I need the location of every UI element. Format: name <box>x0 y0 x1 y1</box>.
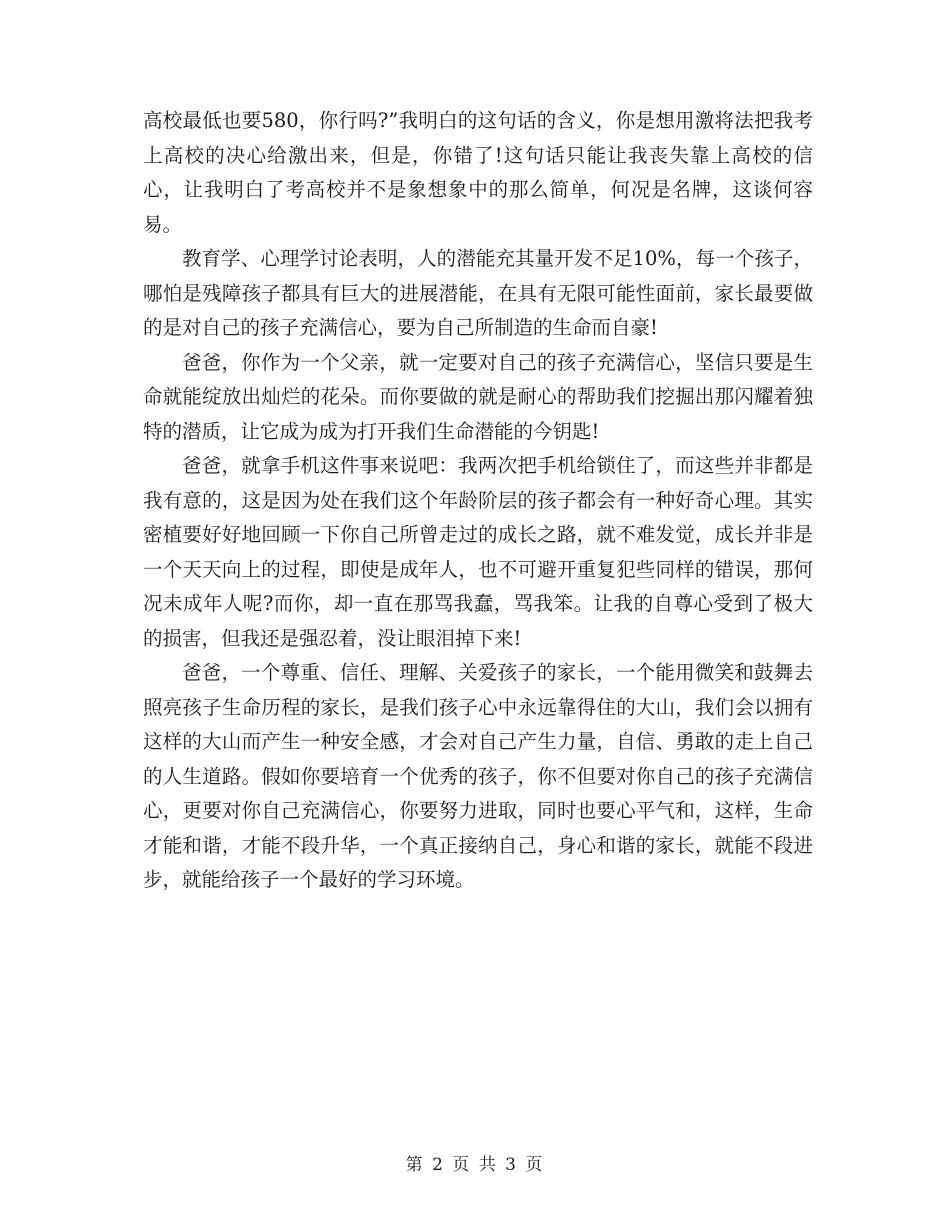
document-body <box>143 104 813 898</box>
paragraph-phone-story: 爸爸，就拿手机这件事来说吧：我两次把手机给锁住了，而这些并非都是我有意的，这是因为处在我们这个年龄阶层的孩子都会有一种好奇心理。其实密植要好好地回顾一下你自己所曾走过的成长之路，就不难发觉，成长并非是一个天天向上的过程，即使是成年人，也不可避开重复犯些同样的错误，那何况未成年人呢?而你，却一直在那骂我蠢，骂我笨。让我的自尊心受到了极大的损害，但我还是强忍着，没让眼泪掉下来! <box>143 454 813 650</box>
page-number-footer: 第 2 页 共 3 页 <box>405 1155 545 1175</box>
paragraph-respectful-parent: 爸爸，一个尊重、信任、理解、关爱孩子的家长，一个能用微笑和鼓舞去照亮孩子生命历程的家长，是我们孩子心中永远靠得住的大山，我们会以拥有这样的大山而产生一种安全感，才会对自己产生力量，自信、勇敢的走上自己的人生道路。假如你要培育一个优秀的孩子，你不但要对你自己的孩子充满信心，更要对你自己充满信心，你要努力进取，同时也要心平气和，这样，生命才能和谐，才能不段升华，一个真正接纳自己，身心和谐的家长，就能不段进步，就能给孩子一个最好的学习环境。 <box>143 661 813 891</box>
paragraph-continued: 高校最低也要580，你行吗?”我明白的这句话的含义，你是想用激将法把我考上高校的决心给激出来，但是，你错了!这句话只能让我丧失靠上高校的信心，让我明白了考高校并不是象想象中的那么简单，何况是名牌，这谈何容易。 <box>143 109 813 236</box>
paragraph-father-confidence: 爸爸，你作为一个父亲，就一定要对自己的孩子充满信心，坚信只要是生命就能绽放出灿烂的花朵。而你要做的就是耐心的帮助我们挖掘出那闪耀着独特的潜质，让它成为成为打开我们生命潜能的今钥匙! <box>143 350 813 443</box>
paragraph-education-psychology: 教育学、心理学讨论表明，人的潜能充其量开发不足10%，每一个孩子，哪怕是残障孩子都具有巨大的进展潜能，在具有无限可能性面前，家长最要做的是对自己的孩子充满信心，要为自己所制造的生命而自豪! <box>143 247 813 339</box>
